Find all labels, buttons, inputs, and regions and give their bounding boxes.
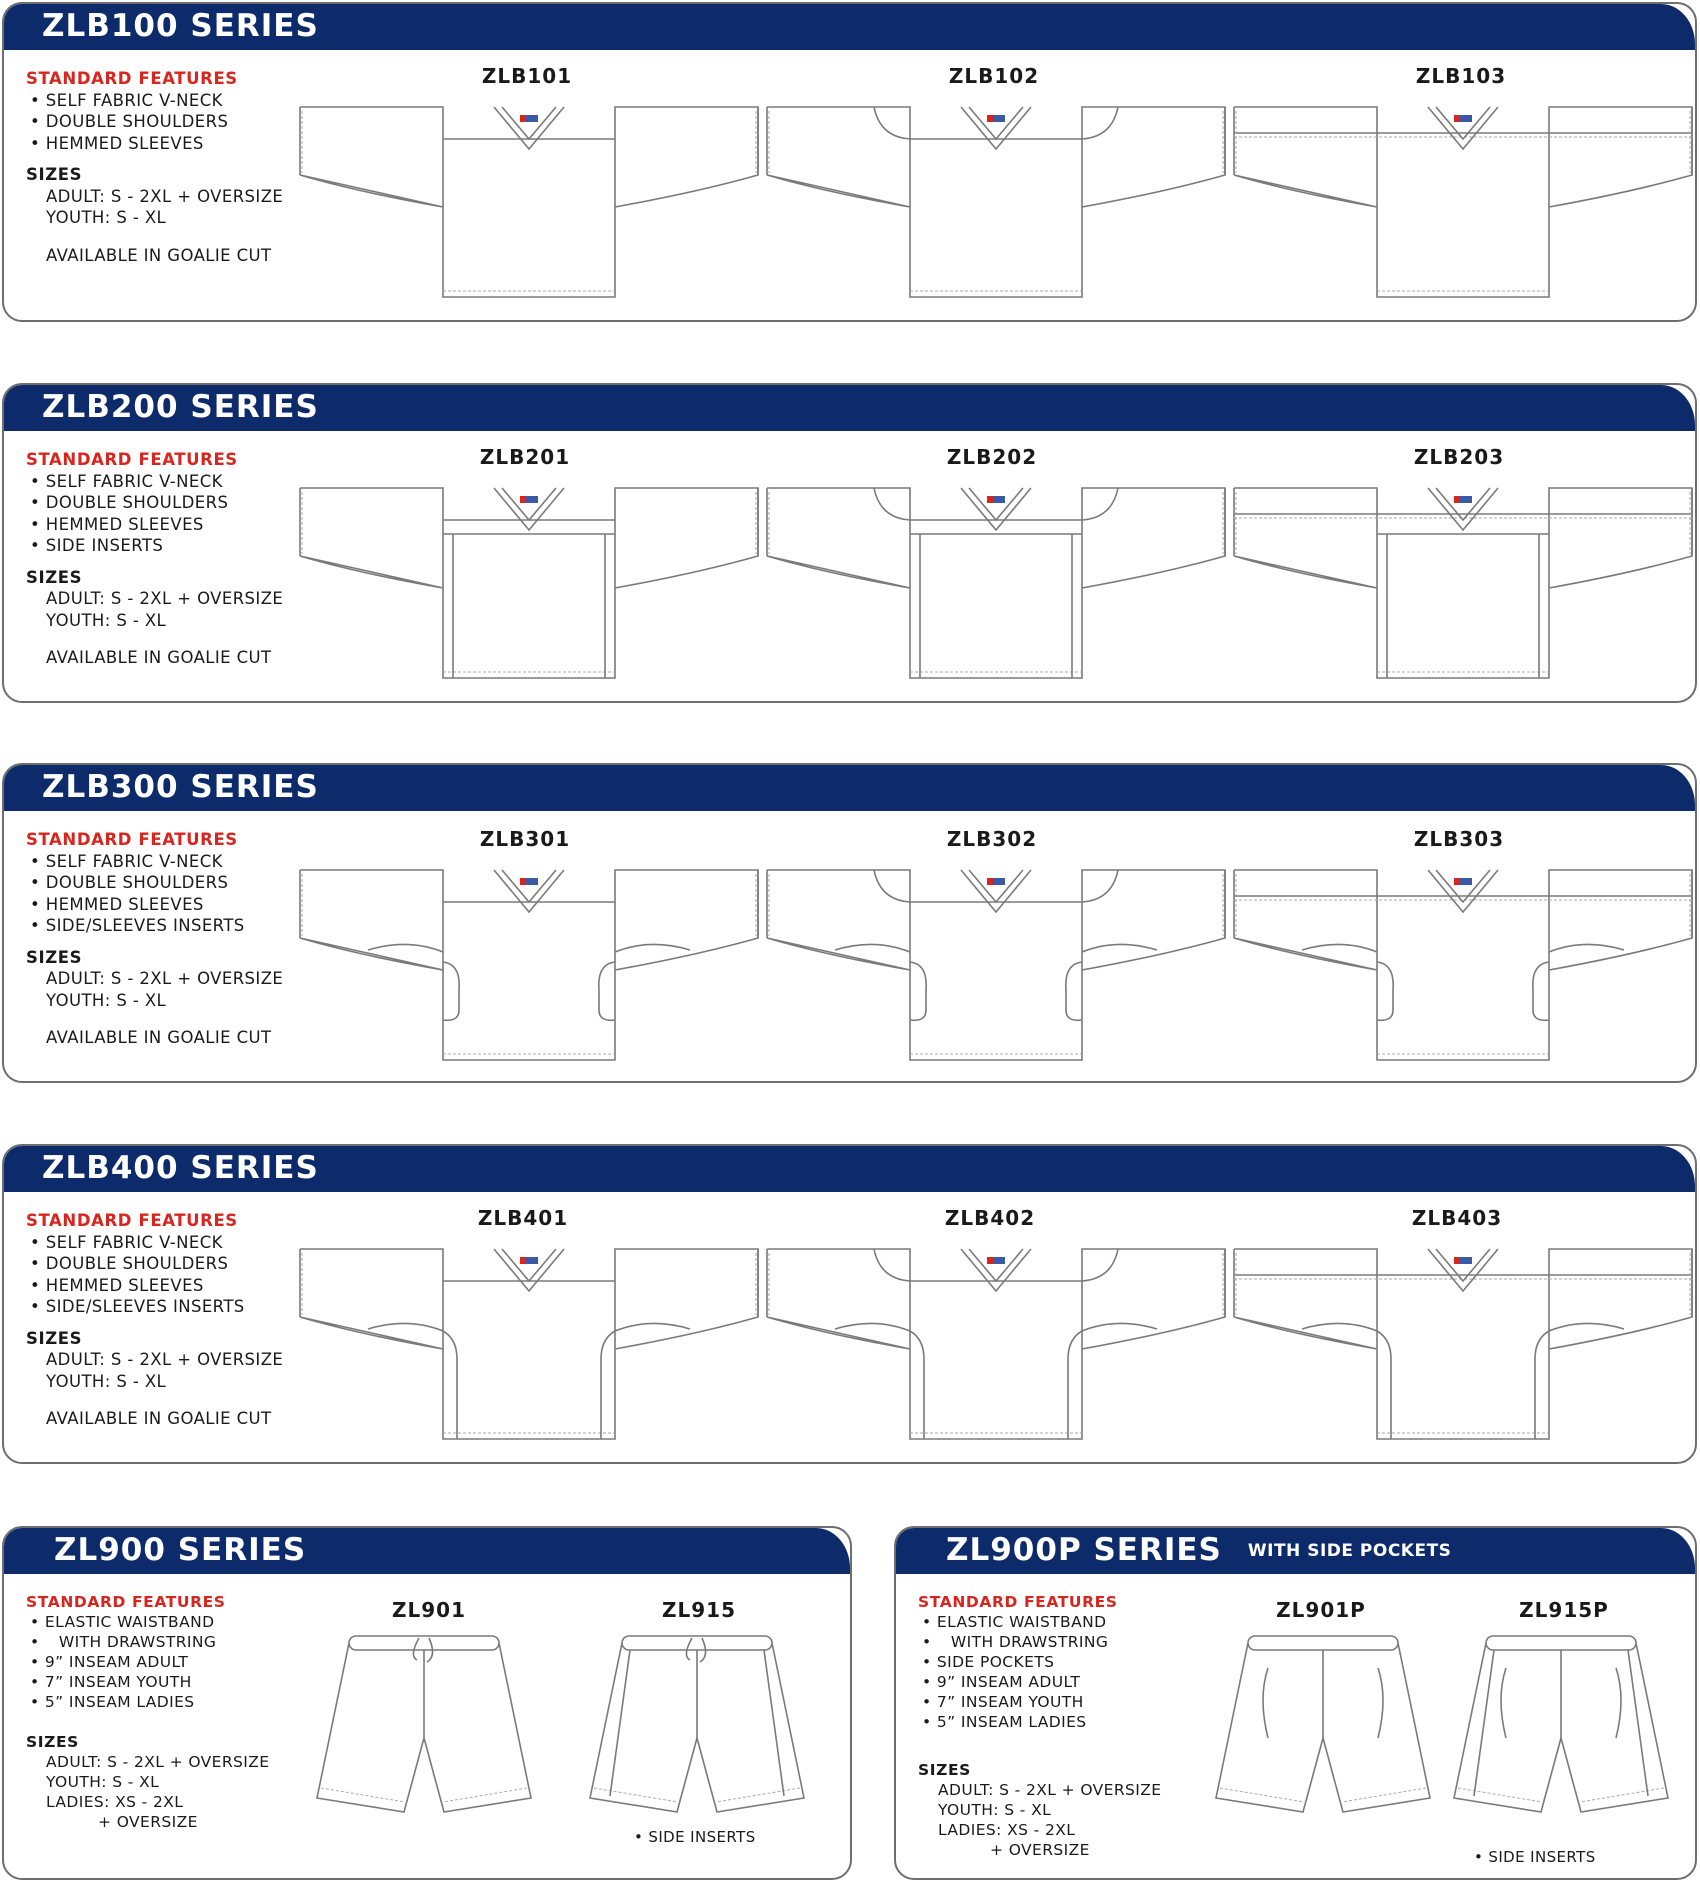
jersey-drawing-zlb103 [1232,97,1694,302]
feature-item: • 9” INSEAM ADULT [26,1652,269,1672]
series-panel-zlb300 [2,763,1697,1083]
features-heading: STANDARD FEATURES [26,69,238,88]
model-code: ZLB201 [479,445,571,469]
feature-item-continued: WITH DRAWSTRING [58,1633,217,1651]
feature-item: • SELF FABRIC V-NECK [26,90,283,112]
model-code: ZLB101 [481,64,573,88]
features-heading: STANDARD FEATURES [26,1593,226,1611]
jersey-drawing-zlb402 [765,1239,1227,1444]
size-item: ADULT: S - 2XL + OVERSIZE [46,1753,270,1771]
model-code: ZLB102 [948,64,1040,88]
feature-item: • 5” INSEAM LADIES [918,1712,1161,1732]
series-header [4,385,1695,431]
features-block [26,449,283,669]
feature-item: • SIDE/SLEEVES INSERTS [26,915,283,937]
features-heading: STANDARD FEATURES [26,1211,238,1230]
sizes-heading: SIZES [26,1328,83,1348]
model-code: ZL915P [1519,1598,1609,1622]
features-heading: STANDARD FEATURES [26,830,238,849]
feature-item: • 9” INSEAM ADULT [918,1672,1161,1692]
feature-item [26,1632,269,1652]
feature-item: • HEMMED SLEEVES [26,894,283,916]
feature-item: • SIDE/SLEEVES INSERTS [26,1296,283,1318]
size-item: YOUTH: S - XL [46,990,167,1010]
size-item: YOUTH: S - XL [46,1773,160,1791]
jersey-drawing-zlb101 [298,97,760,302]
feature-item: • DOUBLE SHOULDERS [26,111,283,133]
feature-item-continued: WITH DRAWSTRING [950,1633,1109,1651]
series-subtitle: WITH SIDE POCKETS [1247,1541,1452,1561]
size-item: LADIES: XS - 2XL [938,1821,1076,1839]
feature-item: • HEMMED SLEEVES [26,1275,283,1297]
sizes-heading: SIZES [26,165,83,184]
model-code: ZLB403 [1411,1206,1503,1230]
shorts-drawing-zl901 [309,1628,539,1828]
sizes-heading: SIZES [26,1733,79,1751]
feature-item: • SIDE INSERTS [26,535,283,557]
feature-item: • DOUBLE SHOULDERS [26,1253,283,1275]
size-item: YOUTH: S - XL [938,1801,1052,1819]
goalie-cut-note: AVAILABLE IN GOALIE CUT [46,648,272,667]
series-title: ZL900 SERIES [54,1532,307,1568]
series-panel-zlb200 [2,383,1697,703]
side-inserts-note: • SIDE INSERTS [1474,1848,1596,1866]
size-item: LADIES: XS - 2XL [46,1793,184,1811]
features-heading: STANDARD FEATURES [26,450,238,469]
model-code: ZL901P [1276,1598,1366,1622]
side-inserts-note: • SIDE INSERTS [634,1828,756,1846]
feature-item: • DOUBLE SHOULDERS [26,492,283,514]
series-title: ZLB100 SERIES [42,8,319,44]
model-code: ZLB303 [1413,827,1505,851]
size-item: ADULT: S - 2XL + OVERSIZE [46,186,284,206]
features-heading: STANDARD FEATURES [918,1593,1118,1611]
features-block [26,1592,269,1832]
shorts-drawing-zl915p [1446,1628,1676,1828]
size-item: YOUTH: S - XL [46,610,167,630]
features-block [918,1592,1161,1860]
feature-item: • HEMMED SLEEVES [26,133,283,155]
jersey-drawing-zlb203 [1232,478,1694,683]
size-item: ADULT: S - 2XL + OVERSIZE [46,1350,284,1369]
feature-item: • ELASTIC WAISTBAND [26,1612,269,1632]
jersey-drawing-zlb102 [765,97,1227,302]
model-code: ZLB103 [1415,64,1507,88]
features-block [26,829,283,1049]
size-item: ADULT: S - 2XL + OVERSIZE [46,969,284,988]
feature-item: • 7” INSEAM YOUTH [918,1692,1161,1712]
series-header [4,1146,1695,1192]
feature-item [918,1632,1161,1652]
size-item: YOUTH: S - XL [46,208,167,227]
jersey-drawing-zlb401 [298,1239,760,1444]
feature-item: • SELF FABRIC V-NECK [26,1232,283,1254]
model-code: ZL915 [662,1598,736,1622]
series-title: ZLB300 SERIES [42,769,319,805]
model-code: ZLB203 [1413,445,1505,469]
series-header [4,1528,850,1574]
shorts-drawing-zl915 [582,1628,812,1828]
note-text: SIDE INSERTS [648,1828,756,1846]
series-title [946,1532,1451,1568]
feature-item: • SIDE POCKETS [918,1652,1161,1672]
feature-item: • DOUBLE SHOULDERS [26,872,283,894]
series-panel-zl900 [2,1526,852,1880]
sizes-heading: SIZES [918,1761,971,1779]
jersey-drawing-zlb302 [765,860,1227,1065]
series-panel-zlb100 [2,2,1697,322]
sizes-heading: SIZES [26,947,83,967]
goalie-cut-note: AVAILABLE IN GOALIE CUT [46,245,272,265]
size-item: + OVERSIZE [98,1813,198,1831]
note-text: SIDE INSERTS [1488,1848,1596,1866]
sizes-heading: SIZES [26,567,83,587]
jersey-drawing-zlb303 [1232,860,1694,1065]
feature-item: • SELF FABRIC V-NECK [26,471,283,493]
model-code: ZLB301 [479,827,571,851]
feature-item: • 7” INSEAM YOUTH [26,1672,269,1692]
model-code: ZLB402 [944,1206,1036,1230]
model-code: ZLB401 [477,1206,569,1230]
feature-item: • HEMMED SLEEVES [26,514,283,536]
goalie-cut-note: AVAILABLE IN GOALIE CUT [46,1409,272,1428]
jersey-drawing-zlb202 [765,478,1227,683]
series-header [4,4,1695,50]
jersey-drawing-zlb301 [298,860,760,1065]
feature-item: • 5” INSEAM LADIES [26,1692,269,1712]
feature-item: • SELF FABRIC V-NECK [26,851,283,873]
series-title-text: ZL900P SERIES [946,1532,1222,1568]
jersey-drawing-zlb403 [1232,1239,1694,1444]
series-title: ZLB400 SERIES [42,1150,319,1186]
features-block [26,68,283,266]
series-title: ZLB200 SERIES [42,389,319,425]
series-header [896,1528,1695,1574]
size-item: ADULT: S - 2XL + OVERSIZE [46,589,284,608]
model-code: ZL901 [392,1598,466,1622]
series-header [4,765,1695,811]
size-item: + OVERSIZE [990,1841,1090,1859]
series-panel-zlb400 [2,1144,1697,1464]
series-panel-zl900p [894,1526,1697,1880]
feature-item: • ELASTIC WAISTBAND [918,1612,1161,1632]
shorts-drawing-zl901p [1208,1628,1438,1828]
size-item: YOUTH: S - XL [46,1371,167,1391]
model-code: ZLB302 [946,827,1038,851]
model-code: ZLB202 [946,445,1038,469]
jersey-drawing-zlb201 [298,478,760,683]
goalie-cut-note: AVAILABLE IN GOALIE CUT [46,1028,272,1047]
size-item: ADULT: S - 2XL + OVERSIZE [938,1781,1162,1799]
features-block [26,1210,283,1430]
